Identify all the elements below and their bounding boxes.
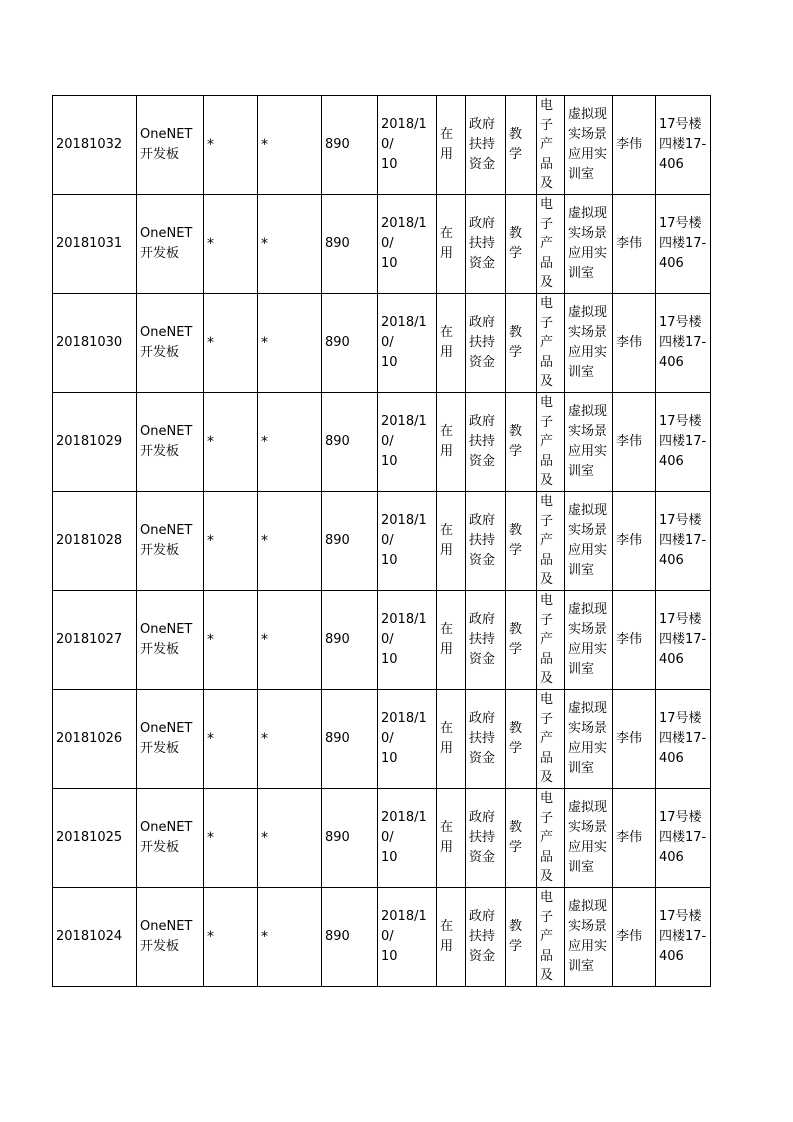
funding-cell: 政府 扶持 资金 [466, 492, 506, 591]
date-cell: 2018/10/ 10 [378, 492, 437, 591]
purpose-cell: 教 学 [506, 789, 537, 888]
purpose-cell: 教 学 [506, 492, 537, 591]
purpose-cell: 教 学 [506, 888, 537, 987]
price-cell: 890 [322, 96, 378, 195]
purpose-cell: 教 学 [506, 591, 537, 690]
asset-id-cell: 20181027 [53, 591, 137, 690]
location-cell: 17号楼 四楼17- 406 [656, 393, 711, 492]
date-cell: 2018/10/ 10 [378, 294, 437, 393]
status-cell: 在 用 [437, 492, 466, 591]
funding-cell: 政府 扶持 资金 [466, 393, 506, 492]
asset-id-cell: 20181024 [53, 888, 137, 987]
category-cell: 电 子 产 品 及 [537, 96, 565, 195]
spec-cell: * [204, 294, 258, 393]
status-cell: 在 用 [437, 591, 466, 690]
asset-name-cell: OneNET 开发板 [137, 591, 204, 690]
room-cell: 虚拟现 实场景 应用实 训室 [565, 393, 613, 492]
category-cell: 电 子 产 品 及 [537, 492, 565, 591]
model-cell: * [258, 591, 322, 690]
model-cell: * [258, 195, 322, 294]
location-cell: 17号楼 四楼17- 406 [656, 888, 711, 987]
person-cell: 李伟 [613, 294, 656, 393]
purpose-cell: 教 学 [506, 294, 537, 393]
purpose-cell: 教 学 [506, 393, 537, 492]
purpose-cell: 教 学 [506, 96, 537, 195]
spec-cell: * [204, 96, 258, 195]
location-cell: 17号楼 四楼17- 406 [656, 690, 711, 789]
person-cell: 李伟 [613, 888, 656, 987]
price-cell: 890 [322, 690, 378, 789]
category-cell: 电 子 产 品 及 [537, 195, 565, 294]
asset-name-cell: OneNET 开发板 [137, 96, 204, 195]
spec-cell: * [204, 195, 258, 294]
date-cell: 2018/10/ 10 [378, 888, 437, 987]
model-cell: * [258, 690, 322, 789]
category-cell: 电 子 产 品 及 [537, 591, 565, 690]
asset-id-cell: 20181026 [53, 690, 137, 789]
status-cell: 在 用 [437, 294, 466, 393]
category-cell: 电 子 产 品 及 [537, 690, 565, 789]
model-cell: * [258, 294, 322, 393]
funding-cell: 政府 扶持 资金 [466, 294, 506, 393]
room-cell: 虚拟现 实场景 应用实 训室 [565, 492, 613, 591]
table-row [53, 393, 711, 492]
asset-id-cell: 20181029 [53, 393, 137, 492]
funding-cell: 政府 扶持 资金 [466, 888, 506, 987]
category-cell: 电 子 产 品 及 [537, 888, 565, 987]
date-cell: 2018/10/ 10 [378, 96, 437, 195]
room-cell: 虚拟现 实场景 应用实 训室 [565, 294, 613, 393]
person-cell: 李伟 [613, 690, 656, 789]
asset-name-cell: OneNET 开发板 [137, 393, 204, 492]
category-cell: 电 子 产 品 及 [537, 294, 565, 393]
model-cell: * [258, 393, 322, 492]
asset-name-cell: OneNET 开发板 [137, 789, 204, 888]
price-cell: 890 [322, 393, 378, 492]
location-cell: 17号楼 四楼17- 406 [656, 591, 711, 690]
person-cell: 李伟 [613, 492, 656, 591]
funding-cell: 政府 扶持 资金 [466, 96, 506, 195]
date-cell: 2018/10/ 10 [378, 393, 437, 492]
funding-cell: 政府 扶持 资金 [466, 789, 506, 888]
location-cell: 17号楼 四楼17- 406 [656, 789, 711, 888]
spec-cell: * [204, 393, 258, 492]
asset-name-cell: OneNET 开发板 [137, 294, 204, 393]
date-cell: 2018/10/ 10 [378, 690, 437, 789]
location-cell: 17号楼 四楼17- 406 [656, 195, 711, 294]
room-cell: 虚拟现 实场景 应用实 训室 [565, 195, 613, 294]
status-cell: 在 用 [437, 888, 466, 987]
funding-cell: 政府 扶持 资金 [466, 591, 506, 690]
room-cell: 虚拟现 实场景 应用实 训室 [565, 789, 613, 888]
spec-cell: * [204, 888, 258, 987]
location-cell: 17号楼 四楼17- 406 [656, 294, 711, 393]
price-cell: 890 [322, 294, 378, 393]
price-cell: 890 [322, 195, 378, 294]
asset-id-cell: 20181031 [53, 195, 137, 294]
person-cell: 李伟 [613, 591, 656, 690]
purpose-cell: 教 学 [506, 195, 537, 294]
funding-cell: 政府 扶持 资金 [466, 690, 506, 789]
asset-name-cell: OneNET 开发板 [137, 690, 204, 789]
model-cell: * [258, 492, 322, 591]
model-cell: * [258, 888, 322, 987]
person-cell: 李伟 [613, 96, 656, 195]
price-cell: 890 [322, 789, 378, 888]
asset-id-cell: 20181030 [53, 294, 137, 393]
table-row [53, 690, 711, 789]
model-cell: * [258, 789, 322, 888]
table-row [53, 195, 711, 294]
table-row [53, 789, 711, 888]
spec-cell: * [204, 492, 258, 591]
date-cell: 2018/10/ 10 [378, 591, 437, 690]
room-cell: 虚拟现 实场景 应用实 训室 [565, 690, 613, 789]
asset-id-cell: 20181025 [53, 789, 137, 888]
table-row [53, 492, 711, 591]
category-cell: 电 子 产 品 及 [537, 789, 565, 888]
asset-name-cell: OneNET 开发板 [137, 492, 204, 591]
price-cell: 890 [322, 591, 378, 690]
room-cell: 虚拟现 实场景 应用实 训室 [565, 591, 613, 690]
asset-name-cell: OneNET 开发板 [137, 195, 204, 294]
status-cell: 在 用 [437, 393, 466, 492]
table-row [53, 96, 711, 195]
category-cell: 电 子 产 品 及 [537, 393, 565, 492]
price-cell: 890 [322, 492, 378, 591]
location-cell: 17号楼 四楼17- 406 [656, 492, 711, 591]
asset-name-cell: OneNET 开发板 [137, 888, 204, 987]
status-cell: 在 用 [437, 195, 466, 294]
funding-cell: 政府 扶持 资金 [466, 195, 506, 294]
table-row [53, 294, 711, 393]
table-row [53, 591, 711, 690]
person-cell: 李伟 [613, 789, 656, 888]
asset-id-cell: 20181032 [53, 96, 137, 195]
room-cell: 虚拟现 实场景 应用实 训室 [565, 96, 613, 195]
date-cell: 2018/10/ 10 [378, 195, 437, 294]
room-cell: 虚拟现 实场景 应用实 训室 [565, 888, 613, 987]
purpose-cell: 教 学 [506, 690, 537, 789]
table-row [53, 888, 711, 987]
person-cell: 李伟 [613, 393, 656, 492]
asset-id-cell: 20181028 [53, 492, 137, 591]
asset-table [52, 95, 711, 987]
date-cell: 2018/10/ 10 [378, 789, 437, 888]
status-cell: 在 用 [437, 96, 466, 195]
spec-cell: * [204, 789, 258, 888]
status-cell: 在 用 [437, 690, 466, 789]
spec-cell: * [204, 591, 258, 690]
spec-cell: * [204, 690, 258, 789]
person-cell: 李伟 [613, 195, 656, 294]
price-cell: 890 [322, 888, 378, 987]
status-cell: 在 用 [437, 789, 466, 888]
model-cell: * [258, 96, 322, 195]
location-cell: 17号楼 四楼17- 406 [656, 96, 711, 195]
